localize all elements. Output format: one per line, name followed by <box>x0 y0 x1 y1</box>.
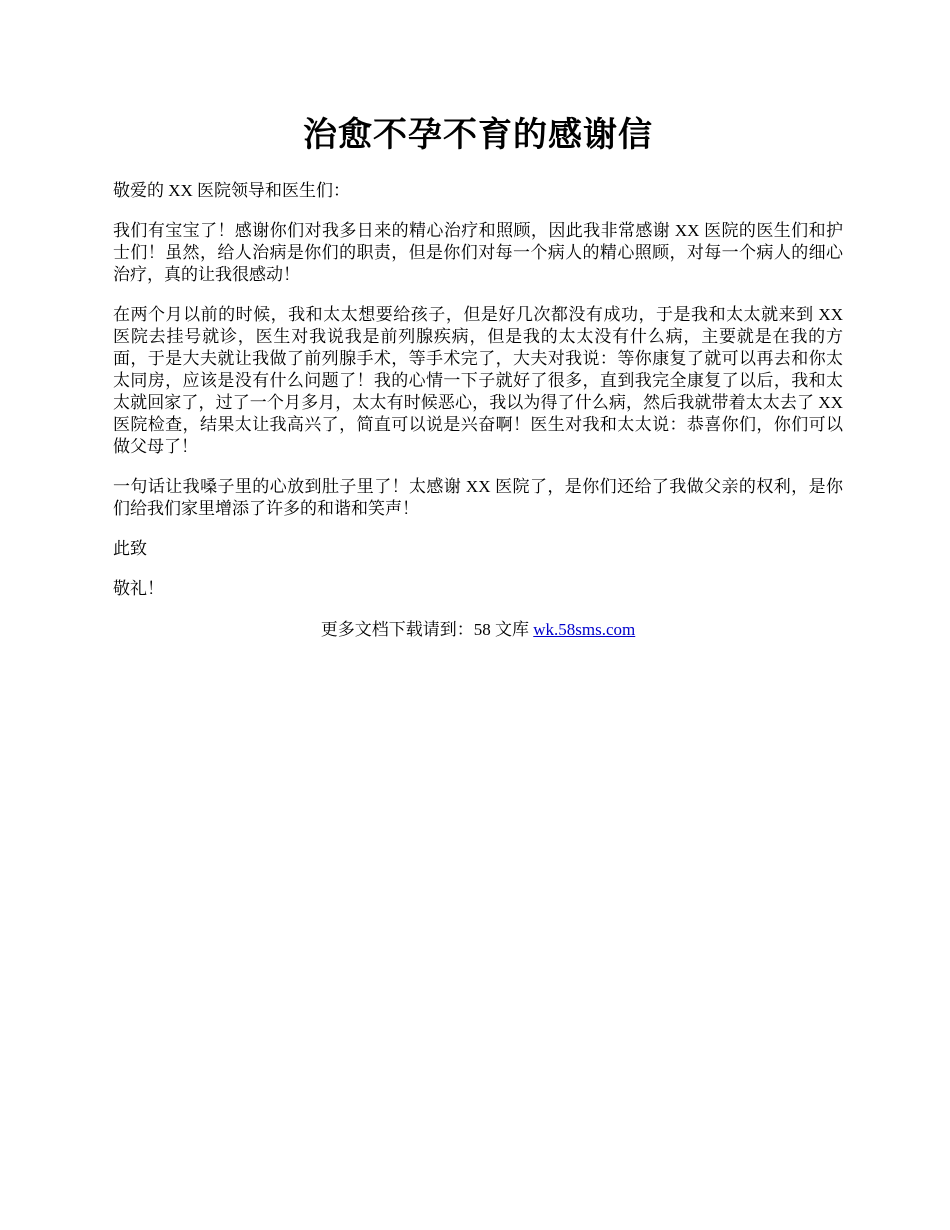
closing-line-1: 此致 <box>113 539 147 558</box>
document-title: 治愈不孕不育的感谢信 <box>303 117 653 154</box>
letter-body <box>113 180 843 618</box>
download-footer <box>113 619 843 641</box>
paragraph-2: 在两个月以前的时候，我和太太想要给孩子，但是好几次都没有成功，于是我和太太就来到 XX 医院去挂号就诊，医生对我说我是前列腺疾病，但是我的太太没有什么病，主要就是在我的方面，于是大夫就让我做了前列腺手术，等手术完了，大夫对我说：等你康复了就可以再去和你太太同房，应该是没有什么问题了！我的心情一下子就好了很多，直到我完全康复了以后，我和太太就回家了，过了一个月多月，太太有时候恶心，我以为得了什么病，然后我就带着太太去了 XX 医院检查，结果太让我高兴了，简直可以说是兴奋啊！医生对我和太太说：恭喜你们，你们可以做父母了！ <box>113 305 843 456</box>
paragraph-1: 我们有宝宝了！感谢你们对我多日来的精心治疗和照顾，因此我非常感谢 XX 医院的医生们和护士们！虽然，给人治病是你们的职责，但是你们对每一个病人的精心照顾，对每一个病人的细心治疗，真的让我很感动！ <box>113 221 843 284</box>
salutation: 敬爱的 XX 医院领导和医生们： <box>113 181 351 200</box>
paragraph-3: 一句话让我嗓子里的心放到肚子里了！太感谢 XX 医院了，是你们还给了我做父亲的权利，是你们给我们家里增添了许多的和谐和笑声！ <box>113 477 843 518</box>
closing-line-2: 敬礼！ <box>113 579 164 598</box>
footer-link[interactable]: wk.58sms.com <box>533 620 636 639</box>
footer-text: 更多文档下载请到：58 文库 <box>320 620 534 639</box>
